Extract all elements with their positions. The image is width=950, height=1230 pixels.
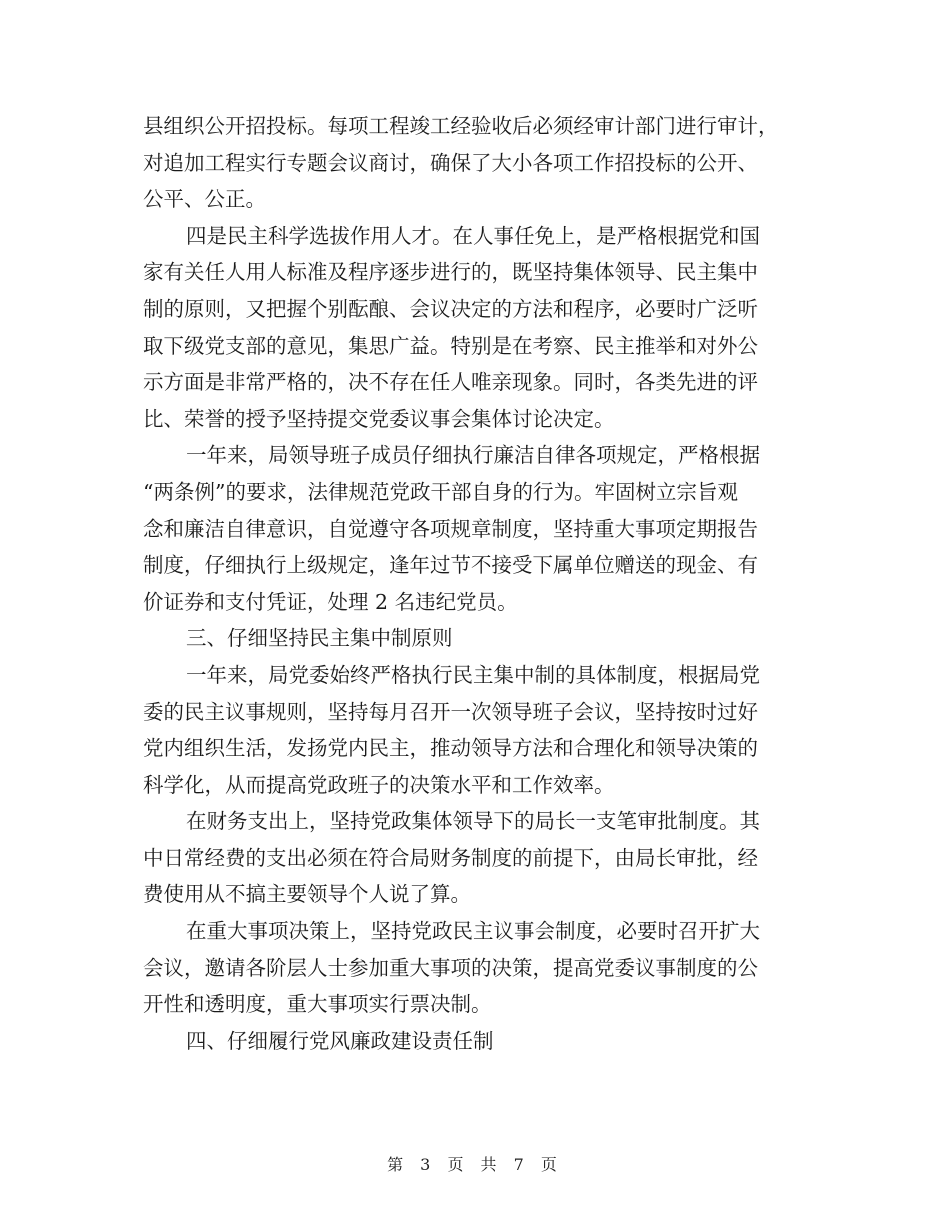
paragraph: [143, 657, 813, 803]
text-line: 公平、公正。: [143, 187, 266, 212]
text-line: 制的原则，又把握个别酝酿、会议决定的方法和程序，必要时广泛听: [143, 296, 758, 321]
text-line: 对追加工程实行专题会议商讨，确保了大小各项工作招投标的公开、: [143, 150, 758, 175]
document-body: [143, 108, 813, 1059]
text-line: 家有关任人用人标准及程序逐步进行的，既坚持集体领导、民主集中: [143, 260, 758, 285]
paragraph: [143, 108, 813, 218]
paragraph: [143, 1023, 813, 1060]
text-line: 县组织公开招投标。每项工程竣工经验收后必须经审计部门进行审计，: [143, 114, 779, 138]
text-line: 价证券和支付凭证，处理 2 名违纪党员。: [143, 589, 518, 614]
text-line: 在财务支出上，坚持党政集体领导下的局长一支笔审批制度。其: [186, 809, 760, 834]
text-line: 科学化，从而提高党政班子的决策水平和工作效率。: [143, 772, 615, 797]
text-line: 一年来，局领导班子成员仔细执行廉洁自律各项规定，严格根据: [186, 443, 760, 468]
paragraph: [143, 803, 813, 913]
paragraph: [143, 218, 813, 438]
text-line: 示方面是非常严格的，决不存在任人唯亲现象。同时，各类先进的评: [143, 370, 758, 395]
paragraph: [143, 620, 813, 657]
text-line: 会议，邀请各阶层人士参加重大事项的决策，提高党委议事制度的公: [143, 955, 758, 980]
page-number-footer: 第 3 页 共 7 页: [387, 1155, 563, 1174]
text-line: 三、仔细坚持民主集中制原则: [186, 626, 453, 651]
text-line: 取下级党支部的意见，集思广益。特别是在考察、民主推举和对外公: [143, 333, 758, 358]
text-line: 开性和透明度，重大事项实行票决制。: [143, 992, 492, 1017]
paragraph: [143, 913, 813, 1023]
text-line: 比、荣誉的授予坚持提交党委议事会集体讨论决定。: [143, 406, 615, 431]
text-line: 念和廉洁自律意识，自觉遵守各项规章制度，坚持重大事项定期报告: [143, 516, 758, 541]
text-line: 一年来，局党委始终严格执行民主集中制的具体制度，根据局党: [186, 662, 760, 687]
text-line: 中日常经费的支出必须在符合局财务制度的前提下，由局长审批，经: [143, 845, 758, 870]
text-line: 党内组织生活，发扬党内民主，推动领导方法和合理化和领导决策的: [143, 736, 758, 761]
text-line: 费使用从不搞主要领导个人说了算。: [143, 882, 471, 907]
text-line: 制度，仔细执行上级规定，逢年过节不接受下属单位赠送的现金、有: [143, 553, 758, 578]
text-line: 在重大事项决策上，坚持党政民主议事会制度，必要时召开扩大: [186, 919, 760, 944]
paragraph: [143, 437, 813, 620]
text-line: 委的民主议事规则，坚持每月召开一次领导班子会议，坚持按时过好: [143, 699, 758, 724]
text-line: 四是民主科学选拔作用人才。在人事任免上，是严格根据党和国: [186, 223, 760, 248]
text-line: 四、仔细履行党风廉政建设责任制: [186, 1028, 494, 1053]
text-line: “两条例”的要求，法律规范党政干部自身的行为。牢固树立宗旨观: [143, 479, 738, 504]
